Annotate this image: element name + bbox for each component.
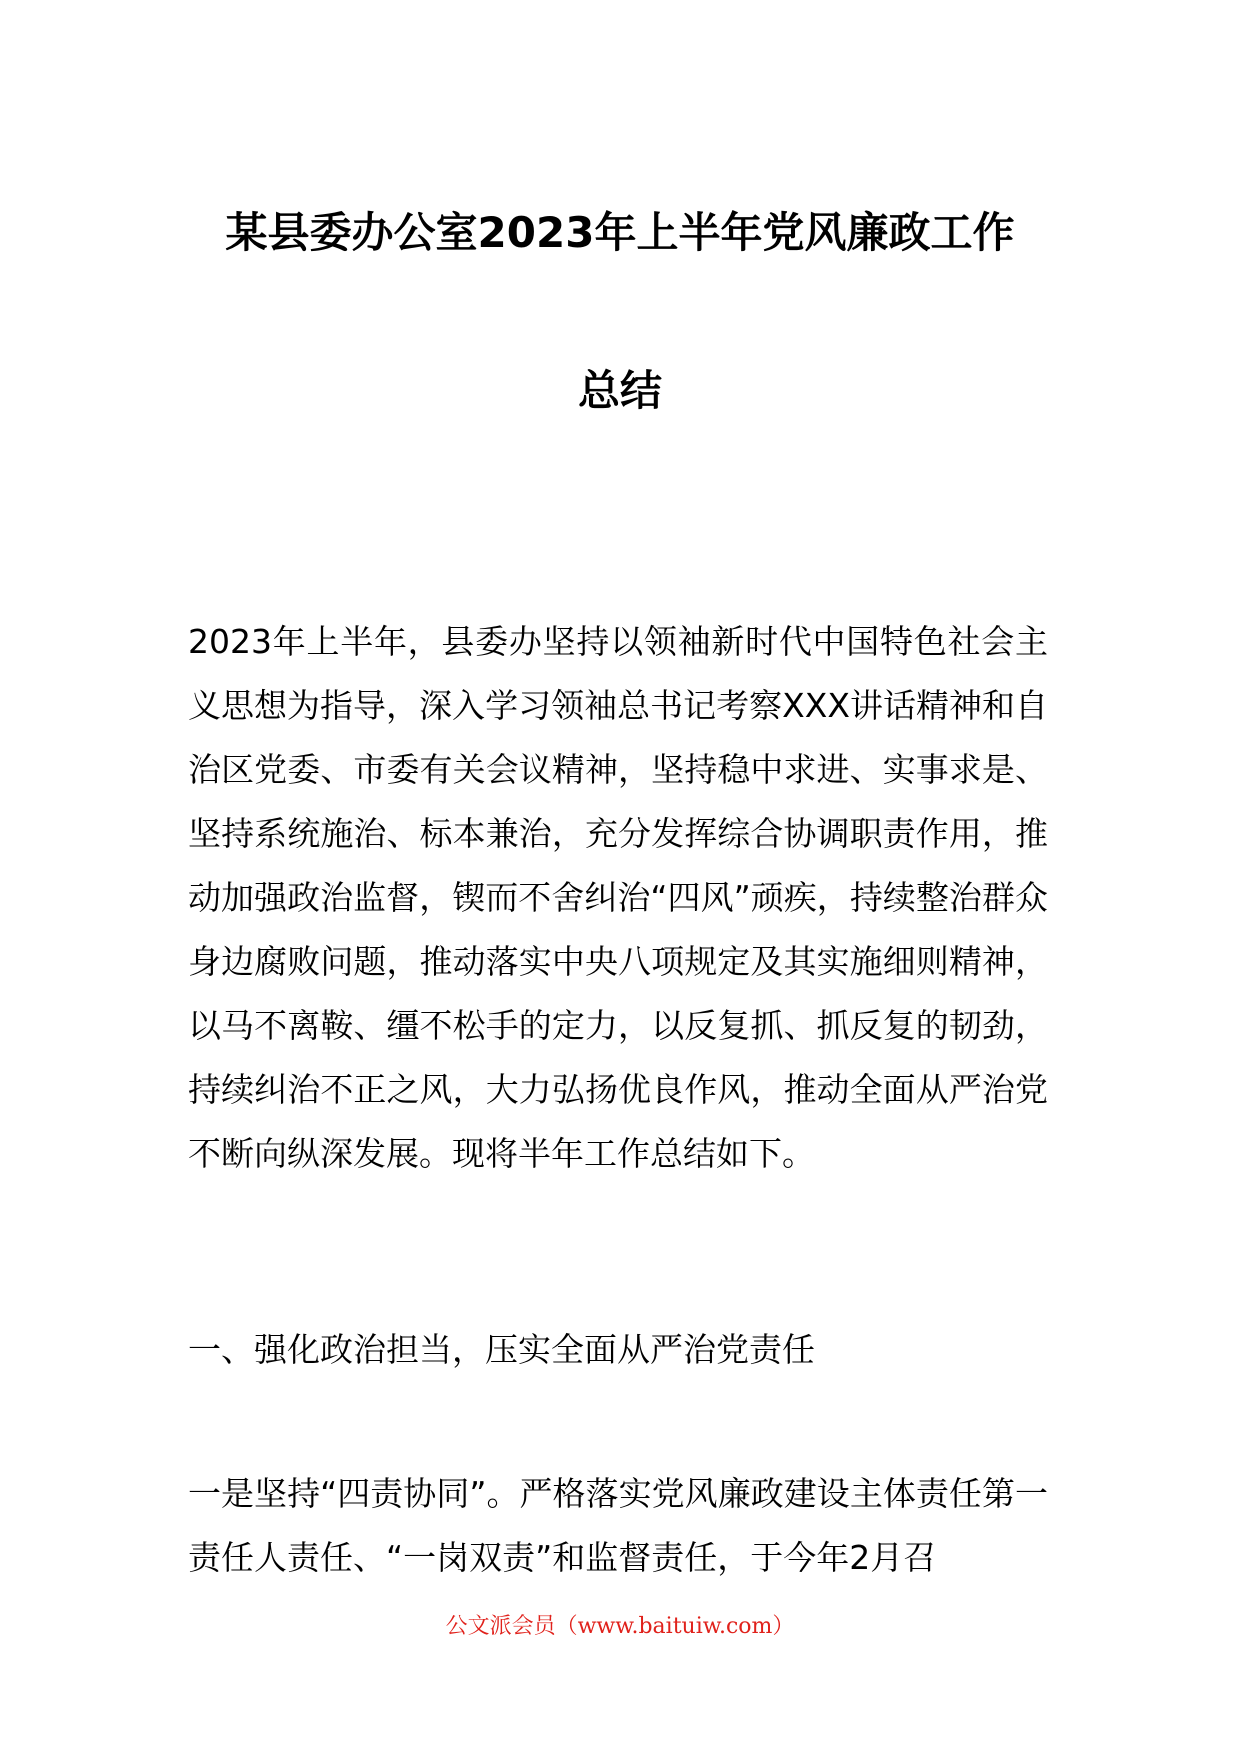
section-1-heading: 一、强化政治担当，压实全面从严治党责任 xyxy=(188,1330,815,1369)
document-title-line-2: 总结 xyxy=(577,366,662,415)
intro-paragraph: 2023年上半年，县委办坚持以领袖新时代中国特色社会主义思想为指导，深入学习领袖总书记考察XXX讲话精神和自治区党委、市委有关会议精神，坚持稳中求进、实事求是、坚持系统施治、标本兼治，充分发挥综合协调职责作用，推动加强政治监督，锲而不舍纠治“四风”顽疾，持续整治群众身边腐败问题，推动落实中央八项规定及其实施细则精神，以马不离鞍、缰不松手的定力，以反复抓、抓反复的韧劲，持续纠治不正之风，大力弘扬优良作风，推动全面从严治党不断向纵深发展。现将半年工作总结如下。 xyxy=(188,622,1048,1173)
footer-watermark: 公文派会员（www.baituiw.com） xyxy=(445,1614,795,1639)
document-title-line-1: 某县委办公室2023年上半年党风廉政工作 xyxy=(225,208,1015,257)
section-1-paragraph: 一是坚持“四责协同”。严格落实党风廉政建设主体责任第一责任人责任、“一岗双责”和监督责任，于今年2月召 xyxy=(188,1474,1048,1577)
